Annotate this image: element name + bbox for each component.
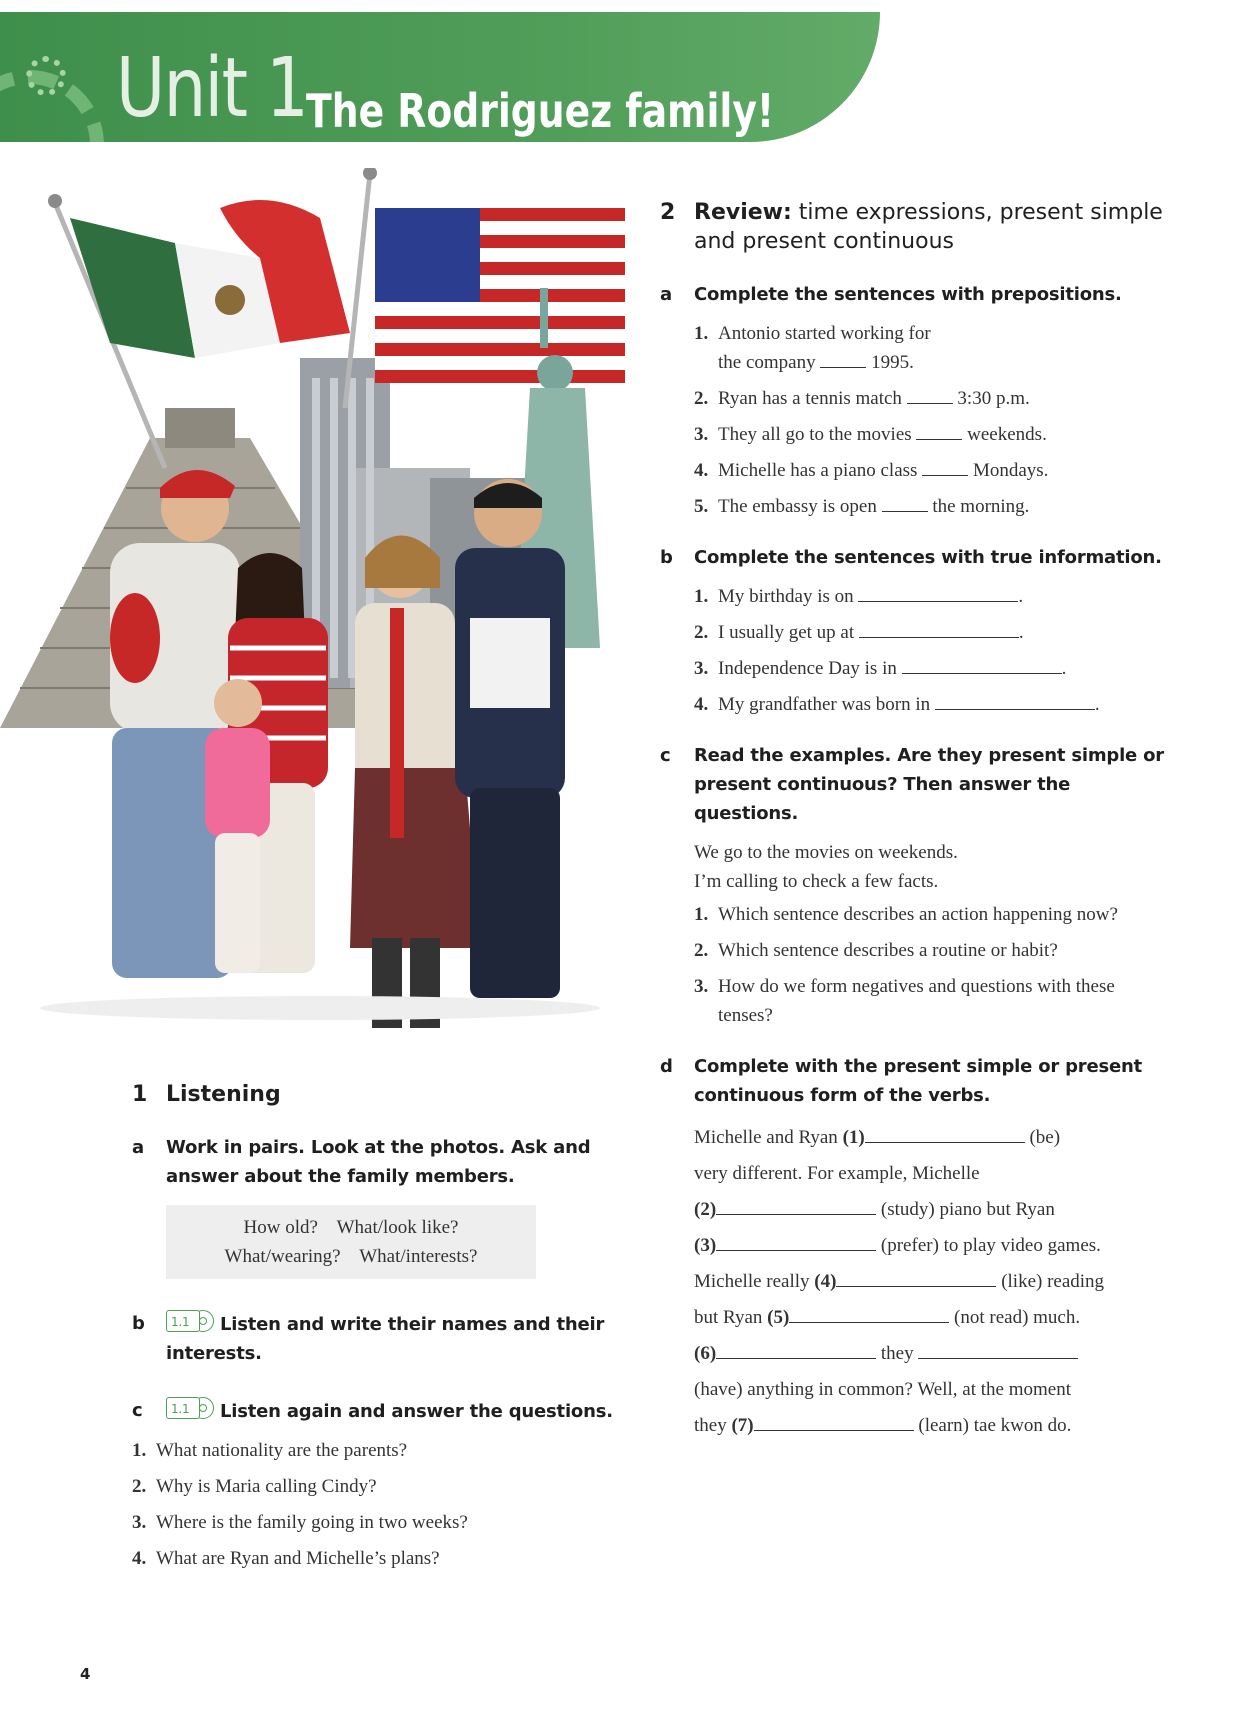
example-sentence: We go to the movies on weekends. [694,842,958,863]
list-item: 2. I usually get up at . [694,622,1024,643]
mexican-flag-image [70,200,350,358]
exercise-list [660,319,1170,521]
section-heading: 1 Listening [132,1082,281,1107]
list-item: 3. How do we form negatives and questions with these tenses? [694,976,1115,1026]
unit-label: Unit 1 [116,41,308,136]
section-review [660,198,1170,1444]
family-illustration [0,168,650,1028]
prompt-box: How old? What/look like? What/wearing? What/interests? [166,1205,536,1279]
task-c: c 1.1 Listen again and answer the questions. [132,1396,632,1426]
us-flag-image [375,208,625,383]
cloze-paragraph: Michelle and Ryan (1) (be) very different. For example, Michelle (2) (study) piano but Ryan (3) (prefer) to play video games. Michelle really (4) (like) reading but Ryan (5) (not read) much. (6) they (have) anything in common? Well, at the moment they (7) (learn) tae kwon do. [694,1127,1105,1436]
task-b: b Complete the sentences with true information. [660,547,1162,568]
task-a: a Work in pairs. Look at the photos. Ask and answer about the family members. [132,1137,591,1187]
list-item: 1. My birthday is on . [694,586,1024,607]
list-item: 2. Which sentence describes a routine or habit? [694,940,1058,961]
list-item: 2. Ryan has a tennis match 3:30 p.m. [694,388,1030,409]
audio-cd-icon[interactable]: 1.1 [166,1396,214,1422]
page-number: 4 [80,1665,91,1683]
list-item: 2. Why is Maria calling Cindy? [132,1476,377,1497]
small-gear-icon [26,56,66,96]
question-list [660,900,1170,1030]
exercise-list [660,582,1170,719]
task-b: b 1.1 Listen and write their names and their interests. [132,1309,632,1368]
task-a: a Complete the sentences with prepositions. [660,284,1122,305]
list-item: 3. Independence Day is in . [694,658,1067,679]
list-item: 1. Antonio started working for the company 1995. [694,323,931,373]
list-item: 1. What nationality are the parents? [132,1440,408,1461]
unit-banner [0,12,880,142]
list-item: 4. My grandfather was born in . [694,694,1100,715]
list-item: 4. Michelle has a piano class Mondays. [694,460,1049,481]
example-sentence: I’m calling to check a few facts. [694,871,939,892]
list-item: 1. Which sentence describes an action happening now? [694,904,1118,925]
list-item: 5. The embassy is open the morning. [694,496,1030,517]
audio-cd-icon[interactable]: 1.1 [166,1309,214,1335]
list-item: 3. Where is the family going in two weeks? [132,1512,468,1533]
question-list [132,1436,632,1573]
unit-title: The Rodriguez family! [306,84,775,138]
task-c: c Read the examples. Are they present simple or present continuous? Then answer the questions. [660,745,1164,824]
list-item: 3. They all go to the movies weekends. [694,424,1047,445]
task-d: d Complete with the present simple or present continuous form of the verbs. [660,1056,1143,1106]
list-item: 4. What are Ryan and Michelle’s plans? [132,1548,440,1569]
section-heading: 2 Review: time expressions, present simple and present continuous [660,200,1163,254]
section-listening [132,1080,632,1573]
